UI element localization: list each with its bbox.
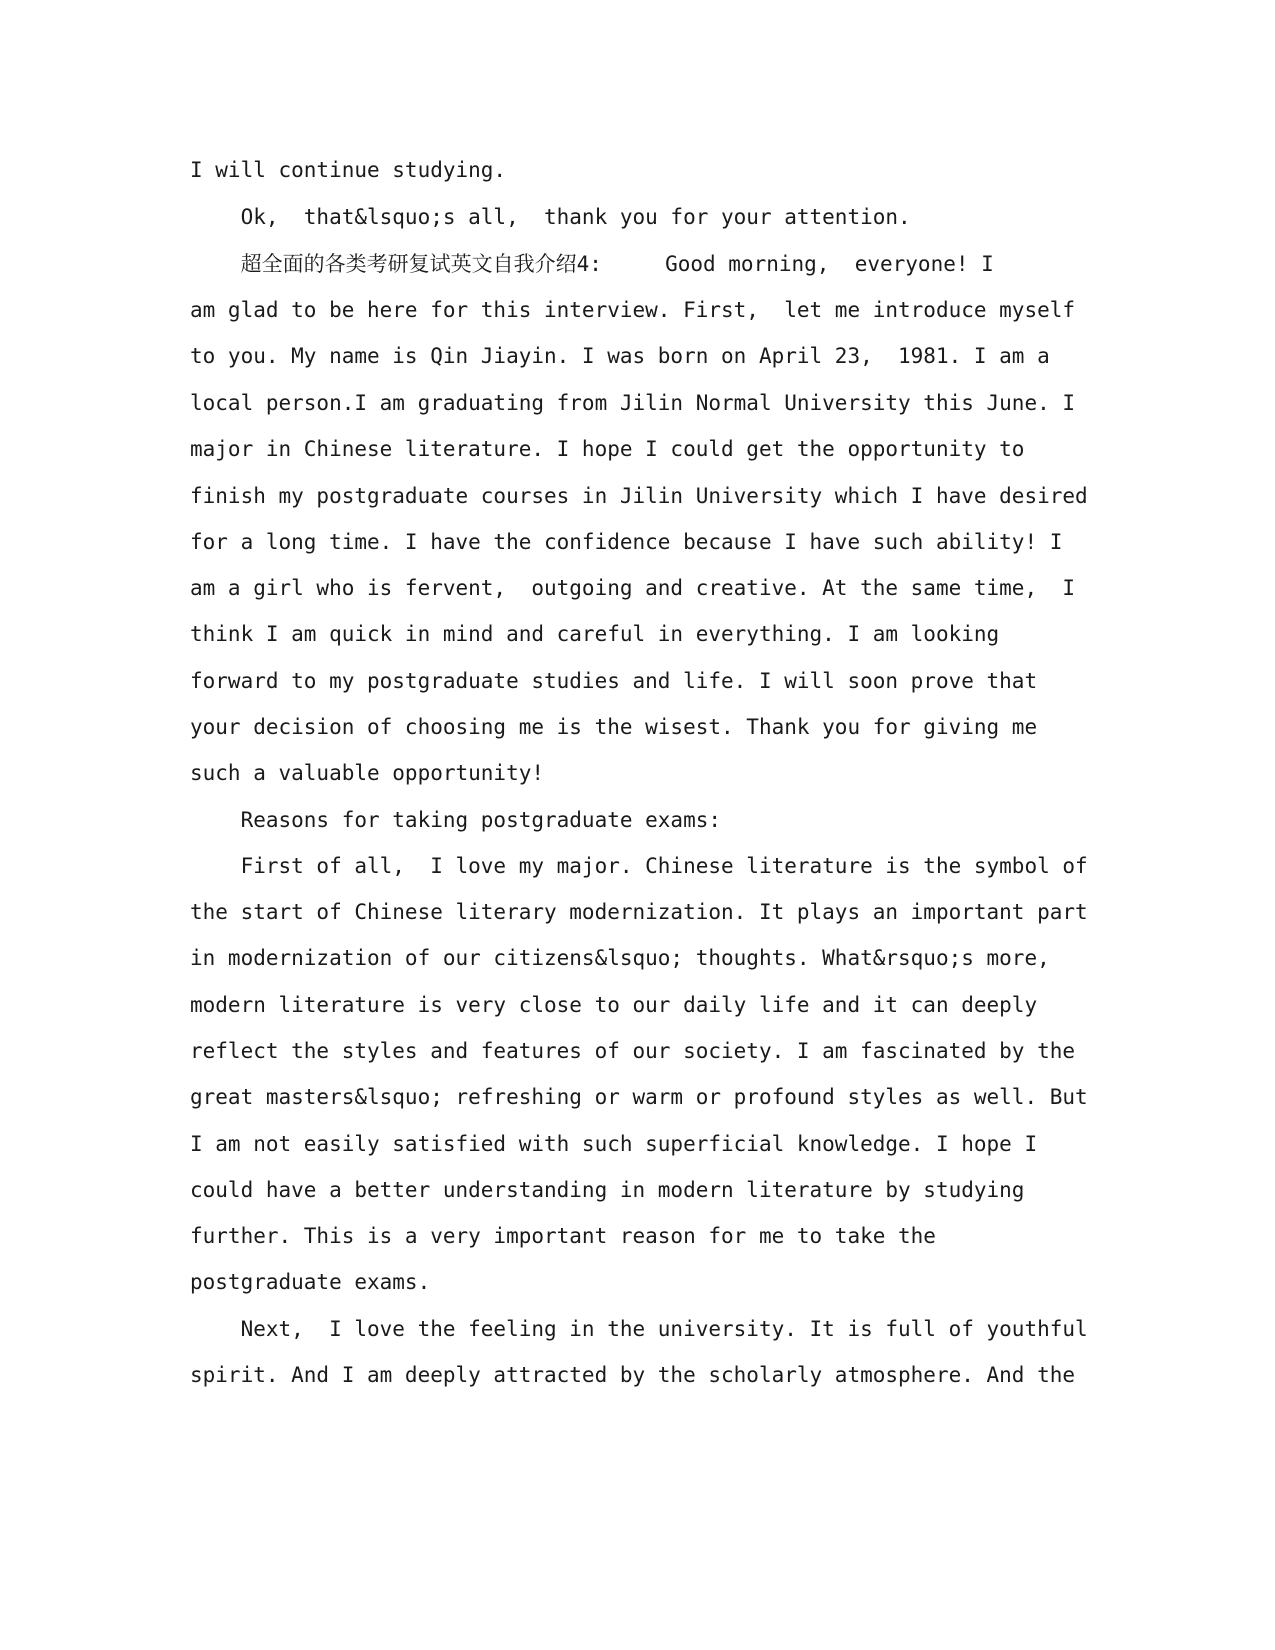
text-line: in modernization of our citizens&lsquo; thoughts. What&rsquo;s more, xyxy=(190,946,1050,970)
text-line: I will continue studying. xyxy=(190,158,507,182)
text-line: finish my postgraduate courses in Jilin University which I have desired xyxy=(190,484,1088,508)
text-line: further. This is a very important reason for me to take the xyxy=(190,1224,936,1248)
text-line: major in Chinese literature. I hope I could get the opportunity to xyxy=(190,437,1025,461)
text-line: I am not easily satisfied with such superficial knowledge. I hope I xyxy=(190,1132,1038,1156)
text-line: think I am quick in mind and careful in everything. I am looking xyxy=(190,622,1000,646)
text-line: for a long time. I have the confidence because I have such ability! I xyxy=(190,530,1063,554)
text-line: Ok, that&lsquo;s all, thank you for your attention. xyxy=(190,205,911,229)
text-line: great masters&lsquo; refreshing or warm or profound styles as well. But xyxy=(190,1085,1088,1109)
text-line: forward to my postgraduate studies and life. I will soon prove that xyxy=(190,669,1038,693)
text-line: such a valuable opportunity! xyxy=(190,761,545,785)
text-line: 超全面的各类考研复试英文自我介绍4: Good morning, everyone! I xyxy=(190,252,994,276)
text-line: reflect the styles and features of our society. I am fascinated by the xyxy=(190,1039,1076,1063)
text-line: spirit. And I am deeply attracted by the scholarly atmosphere. And the xyxy=(190,1363,1076,1387)
text-line: Reasons for taking postgraduate exams: xyxy=(190,808,722,832)
text-line: First of all, I love my major. Chinese literature is the symbol of xyxy=(190,854,1088,878)
text-line: your decision of choosing me is the wisest. Thank you for giving me xyxy=(190,715,1038,739)
text-line: am a girl who is fervent, outgoing and creative. At the same time, I xyxy=(190,576,1076,600)
text-line: to you. My name is Qin Jiayin. I was born on April 23, 1981. I am a xyxy=(190,344,1050,368)
text-line: am glad to be here for this interview. First, let me introduce myself xyxy=(190,298,1076,322)
text-line: Next, I love the feeling in the university. It is full of youthful xyxy=(190,1317,1088,1341)
text-line: local person.I am graduating from Jilin Normal University this June. I xyxy=(190,391,1076,415)
text-line: modern literature is very close to our daily life and it can deeply xyxy=(190,993,1038,1017)
text-line: could have a better understanding in modern literature by studying xyxy=(190,1178,1025,1202)
text-line: postgraduate exams. xyxy=(190,1270,431,1294)
text-line: the start of Chinese literary modernization. It plays an important part xyxy=(190,900,1088,924)
